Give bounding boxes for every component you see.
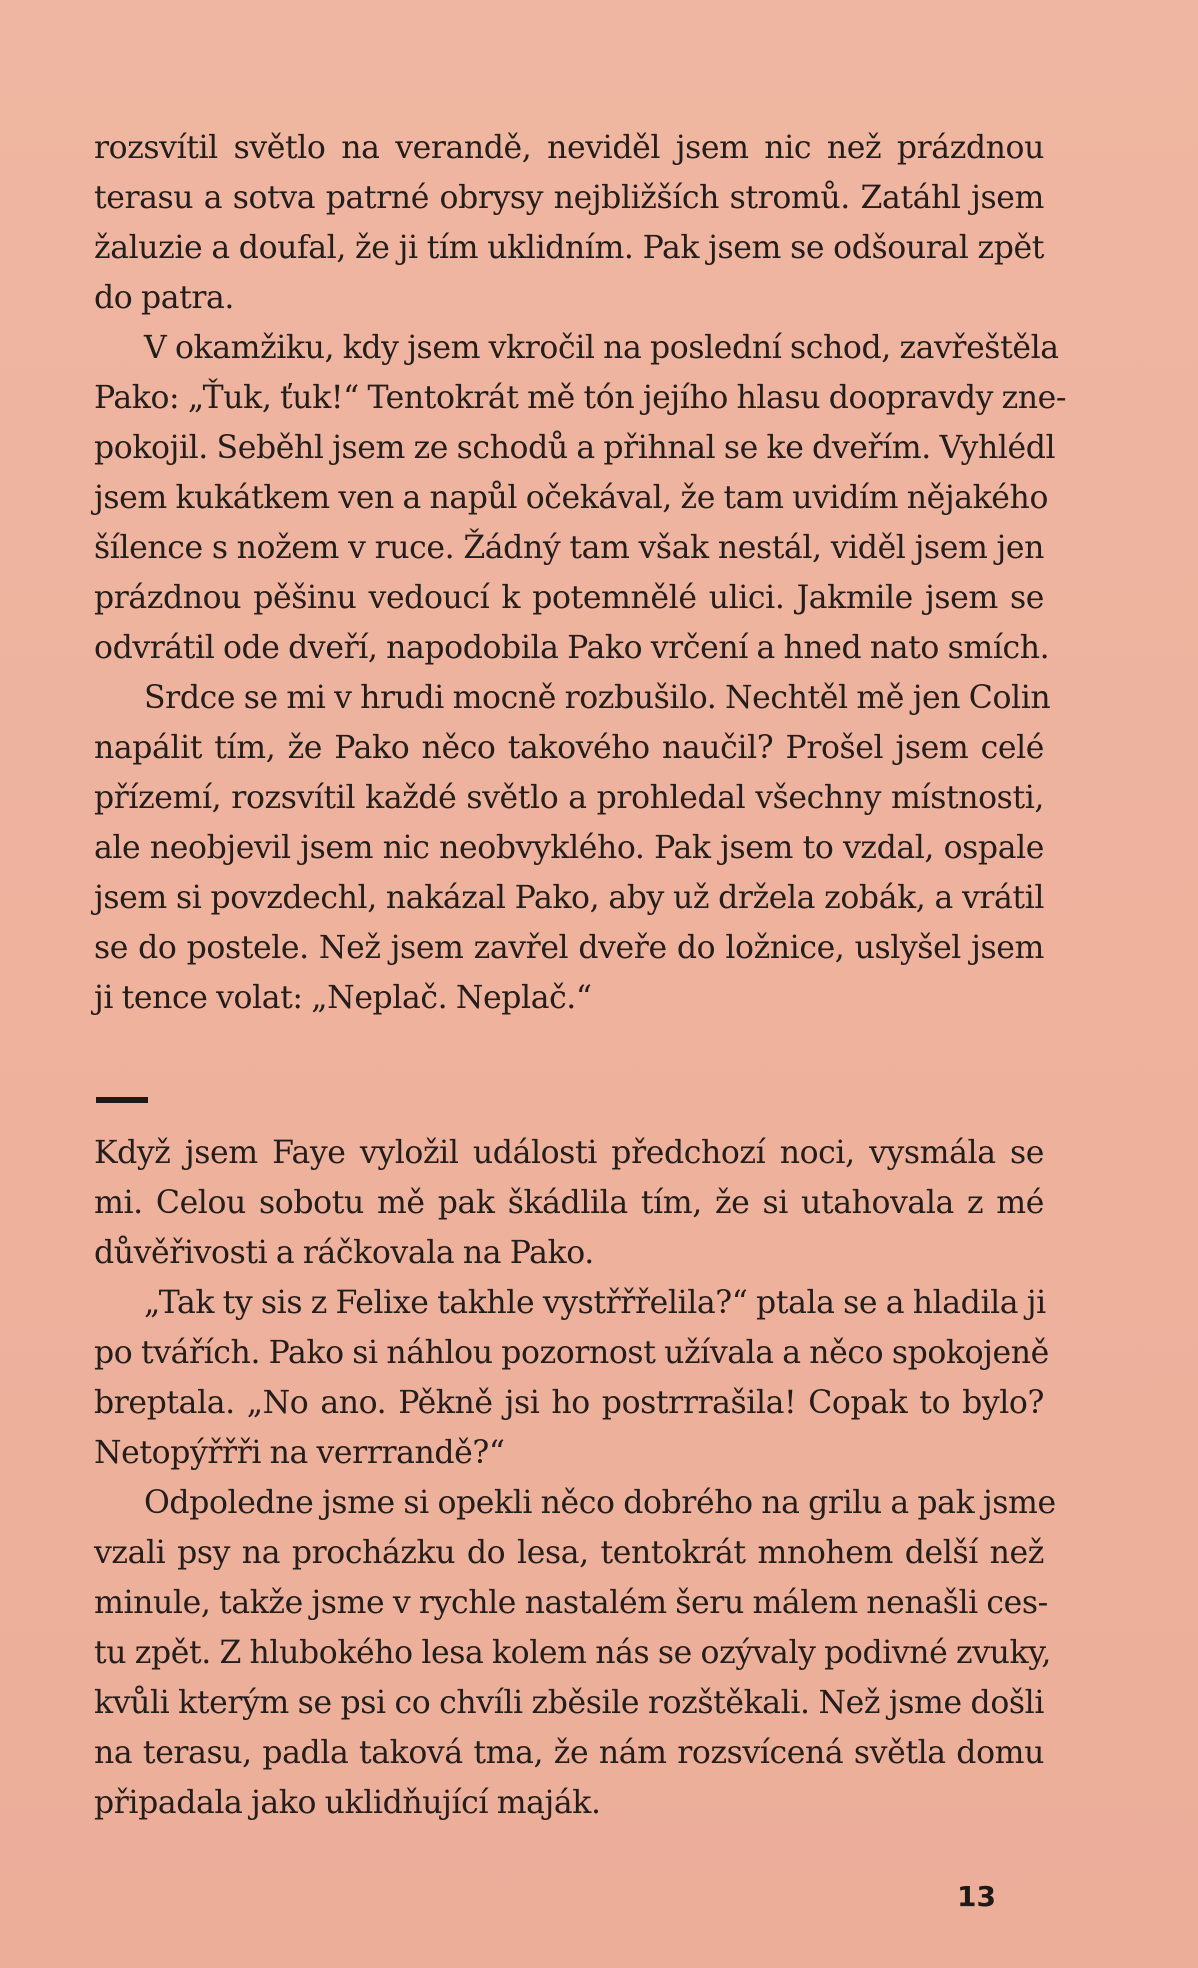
text-line: šílence s nožem v ruce. Žádný tam však nestál, viděl jsem jen [94, 530, 1044, 566]
text-line: pokojil. Seběhl jsem ze schodů a přihnal se ke dveřím. Vyhlédl [94, 430, 1056, 466]
text-line: se do postele. Než jsem zavřel dveře do ložnice, uslyšel jsem [94, 930, 1044, 966]
text-line: do patra. [94, 280, 234, 316]
section-break-rule [96, 1097, 148, 1103]
text-line: napálit tím, že Pako něco takového naučil? Prošel jsem celé [94, 730, 1044, 766]
text-line: ji tence volat: „Neplač. Neplač.“ [94, 980, 592, 1016]
text-line: jsem si povzdechl, nakázal Pako, aby už držela zobák, a vrátil [94, 880, 1044, 916]
text-line: rozsvítil světlo na verandě, neviděl jsem nic než prázdnou [94, 130, 1044, 166]
text-line: „Tak ty sis z Felixe takhle vystřřřelila?“ ptala se a hladila ji [144, 1285, 1046, 1321]
text-line: vzali psy na procházku do lesa, tentokrát mnohem delší než [94, 1535, 1044, 1571]
text-line: na terasu, padla taková tma, že nám rozsvícená světla domu [94, 1735, 1044, 1771]
text-line: jsem kukátkem ven a napůl očekával, že tam uvidím nějakého [94, 480, 1049, 516]
text-line: prázdnou pěšinu vedoucí k potemnělé ulici. Jakmile jsem se [94, 580, 1044, 616]
text-line: žaluzie a doufal, že ji tím uklidním. Pak jsem se odšoural zpět [94, 230, 1044, 266]
text-line: Pako: „Ťuk, ťuk!“ Tentokrát mě tón jejího hlasu doopravdy zne- [94, 380, 1067, 416]
page-number: 13 [957, 1880, 996, 1913]
text-line: po tvářích. Pako si náhlou pozornost užívala a něco spokojeně [94, 1335, 1049, 1371]
text-line: připadala jako uklidňující maják. [94, 1785, 601, 1821]
text-block-top [94, 123, 1067, 1023]
text-line: Srdce se mi v hrudi mocně rozbušilo. Nechtěl mě jen Colin [144, 680, 1051, 716]
text-line: Když jsem Faye vyložil události předchozí noci, vysmála se [94, 1135, 1044, 1171]
text-line: mi. Celou sobotu mě pak škádlila tím, že si utahovala z mé [94, 1185, 1044, 1221]
text-line: tu zpět. Z hlubokého lesa kolem nás se ozývaly podivné zvuky, [94, 1635, 1052, 1671]
text-line: odvrátil ode dveří, napodobila Pako vrčení a hned nato smích. [94, 630, 1050, 666]
text-line: terasu a sotva patrné obrysy nejbližších stromů. Zatáhl jsem [94, 180, 1044, 216]
text-line: Netopýřřři na verrrandě?“ [94, 1435, 505, 1471]
text-line: V okamžiku, kdy jsem vkročil na poslední schod, zavřeštěla [144, 330, 1059, 366]
text-line: přízemí, rozsvítil každé světlo a prohledal všechny místnosti, [94, 780, 1044, 816]
text-line: breptala. „No ano. Pěkně jsi ho postrrrašila! Copak to bylo? [94, 1385, 1044, 1421]
text-block-bottom [94, 1128, 1056, 1828]
text-line: důvěřivosti a ráčkovala na Pako. [94, 1235, 594, 1271]
text-line: kvůli kterým se psi co chvíli zběsile rozštěkali. Než jsme došli [94, 1685, 1044, 1721]
text-line: Odpoledne jsme si opekli něco dobrého na grilu a pak jsme [144, 1485, 1056, 1521]
text-line: minule, takže jsme v rychle nastalém šeru málem nenašli ces- [94, 1585, 1048, 1621]
text-line: ale neobjevil jsem nic neobvyklého. Pak jsem to vzdal, ospale [94, 830, 1044, 866]
